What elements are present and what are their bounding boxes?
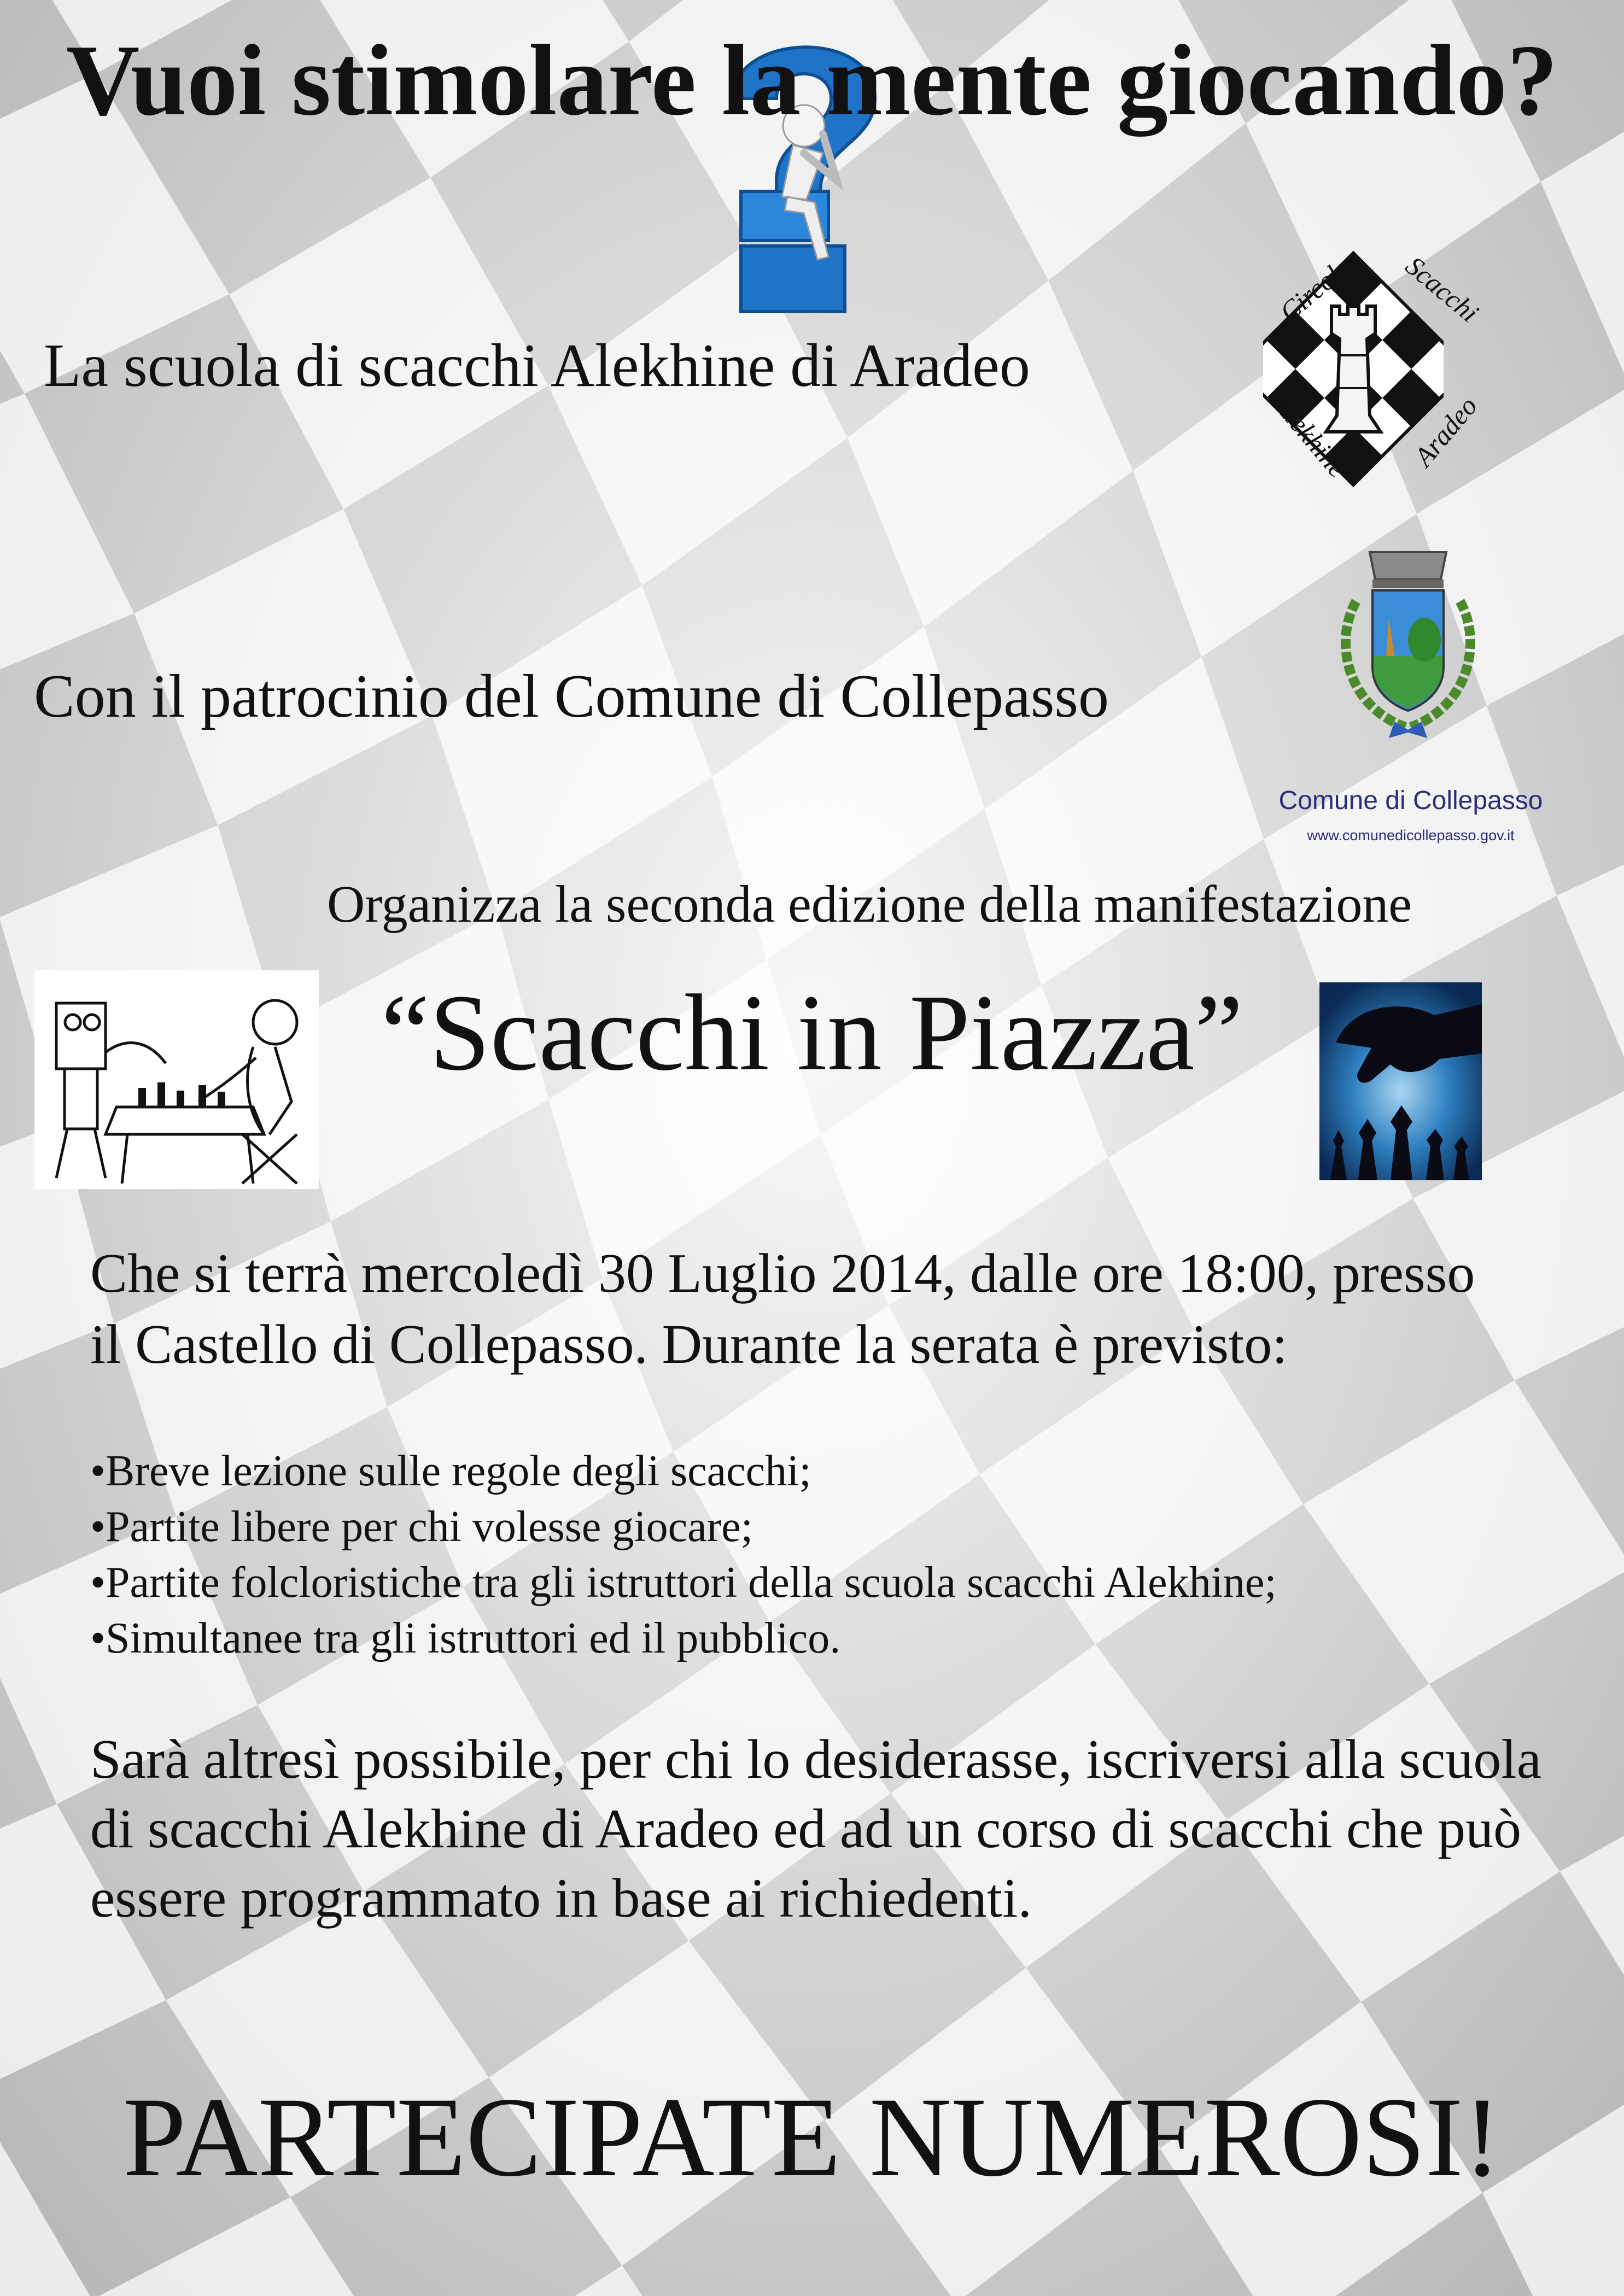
hand-chess-pieces-photo — [1319, 982, 1482, 1180]
program-list-item: •Breve lezione sulle regole degli scacchi; — [90, 1447, 811, 1495]
comune-crest-image — [1323, 541, 1493, 749]
event-details-line-1: Che si terrà mercoledì 30 Luglio 2014, dalle ore 18:00, presso — [90, 1243, 1475, 1304]
event-details-line-2: il Castello di Collepasso. Durante la serata è previsto: — [90, 1314, 1288, 1375]
registration-line-2: di scacchi Alekhine di Aradeo ed ad un corso di scacchi che può — [90, 1798, 1522, 1860]
program-list-item: •Partite folcloristiche tra gli istruttori della scuola scacchi Alekhine; — [90, 1559, 1277, 1607]
call-to-action: PARTECIPATE NUMEROSI! — [122, 2074, 1502, 2200]
registration-line-3: essere programmato in base ai richiedenti. — [90, 1867, 1032, 1929]
program-list-item: •Simultanee tra gli istruttori ed il pubblico. — [90, 1614, 841, 1662]
club-logo-text — [1252, 241, 1526, 503]
program-list — [90, 1443, 1277, 1666]
club-logo-word-alekhine: Alekhine — [1268, 390, 1354, 483]
event-details — [90, 1238, 1567, 1380]
comune-name: Comune di Collepasso — [1278, 786, 1543, 815]
organizza-line: Organizza la seconda edizione della manifestazione — [327, 875, 1412, 933]
registration-line-1: Sarà altresì possibile, per chi lo desiderasse, iscriversi alla scuola — [90, 1729, 1541, 1790]
patron-line: Con il patrocinio del Comune di Collepasso — [34, 663, 1109, 730]
registration-paragraph — [90, 1725, 1599, 1933]
school-line: La scuola di scacchi Alekhine di Aradeo — [44, 332, 1030, 400]
comune-url: www.comunedicollepasso.gov.it — [1307, 827, 1515, 844]
event-title: “Scacchi in Piazza” — [381, 973, 1243, 1093]
club-logo-word-aradeo: Aradeo — [1407, 390, 1483, 472]
club-logo-word-scacchi: Scacchi — [1400, 250, 1485, 329]
club-logo-word-circolo: Circolo — [1274, 251, 1357, 327]
headline: Vuoi stimolare la mente giocando? — [66, 24, 1558, 137]
program-list-item: •Partite libere per chi volesse giocare; — [90, 1503, 753, 1551]
